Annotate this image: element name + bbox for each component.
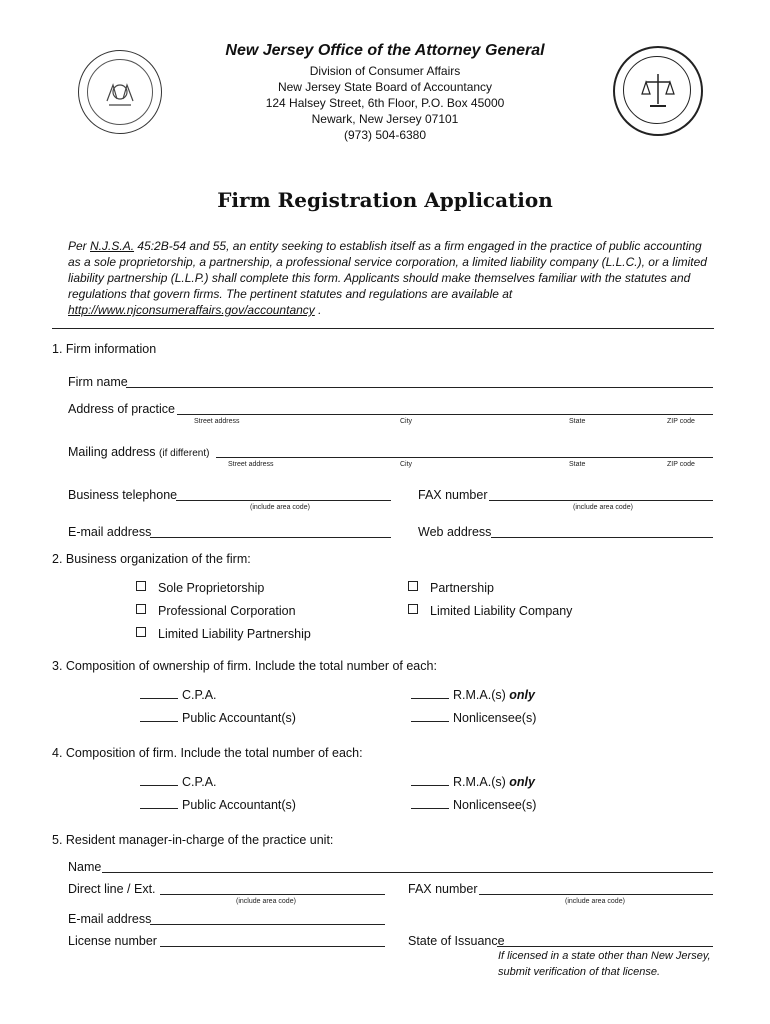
mailing-street-caption: Street address — [228, 461, 274, 468]
mailing-city-caption: City — [400, 461, 413, 468]
accountancy-link[interactable]: http://www.njconsumeraffairs.gov/accountancy — [68, 303, 315, 317]
email-label: E-mail address — [68, 525, 152, 539]
header-line-3: 124 Halsey Street, 6th Floor, P.O. Box 45000 — [265, 96, 505, 110]
checkbox-icon[interactable] — [408, 581, 418, 591]
option-llp[interactable]: Limited Liability Partnership — [136, 627, 311, 641]
section-3-title: 3. Composition of ownership of firm. Include the total number of each: — [52, 659, 437, 673]
mailing-state-caption: State — [569, 461, 586, 468]
statute-reference: N.J.S.A. — [90, 239, 135, 253]
section-2-title: 2. Business organization of the firm: — [52, 552, 251, 566]
option-partnership[interactable]: Partnership — [408, 581, 494, 595]
checkbox-icon[interactable] — [136, 627, 146, 637]
s3-nonlicensees: Nonlicensee(s) — [411, 711, 536, 725]
fax-field[interactable] — [489, 500, 713, 501]
address-city-caption: City — [400, 418, 413, 425]
address-label: Address of practice — [68, 402, 175, 416]
direct-line-field[interactable] — [160, 894, 385, 895]
document-title: Firm Registration Application — [217, 188, 553, 212]
s3-public-accountants: Public Accountant(s) — [140, 711, 296, 725]
mailing-field[interactable] — [216, 457, 713, 458]
firm-name-field[interactable] — [126, 387, 713, 388]
s4-pa-field[interactable] — [140, 798, 178, 809]
option-professional-corporation[interactable]: Professional Corporation — [136, 604, 296, 618]
mailing-zip-caption: ZIP code — [667, 461, 695, 468]
fax-label: FAX number — [418, 488, 488, 502]
s3-cpa-field[interactable] — [140, 688, 178, 699]
option-llc[interactable]: Limited Liability Company — [408, 604, 572, 618]
s4-nonlicensees: Nonlicensee(s) — [411, 798, 536, 812]
state-of-issuance-field[interactable] — [497, 946, 713, 947]
section-1-title: 1. Firm information — [52, 342, 157, 356]
section-5-title: 5. Resident manager-in-charge of the practice unit: — [52, 833, 334, 847]
manager-fax-field[interactable] — [479, 894, 713, 895]
s3-pa-field[interactable] — [140, 711, 178, 722]
telephone-caption: (include area code) — [250, 504, 310, 511]
s4-public-accountants: Public Accountant(s) — [140, 798, 296, 812]
checkbox-icon[interactable] — [136, 604, 146, 614]
option-sole-proprietorship[interactable]: Sole Proprietorship — [136, 581, 264, 595]
firm-name-label: Firm name — [68, 375, 128, 389]
header-line-4: Newark, New Jersey 07101 — [311, 112, 459, 126]
email-field[interactable] — [150, 537, 391, 538]
direct-line-label: Direct line / Ext. — [68, 882, 156, 896]
intro-paragraph: Per N.J.S.A. 45:2B-54 and 55, an entity seeking to establish itself as a firm engaged in the practice of public accounting as a sole proprietorship, a partnership, a professional service corporation, a limited liability company (L.L.C.), or a limited liability partnership (L.L.P.) shall complete this form. Applicants should make themselves familiar with the statutes and regulations that govern firms. The pertinent statutes and regulations are available at http://www.njconsumeraffairs.gov/accountancy . — [68, 239, 707, 317]
address-state-caption: State — [569, 418, 586, 425]
web-field[interactable] — [491, 537, 713, 538]
s3-nonlicensee-field[interactable] — [411, 711, 449, 722]
license-number-label: License number — [68, 934, 157, 948]
checkbox-icon[interactable] — [408, 604, 418, 614]
web-label: Web address — [418, 525, 492, 539]
address-field[interactable] — [177, 414, 713, 415]
address-street-caption: Street address — [194, 418, 240, 425]
manager-name-label: Name — [68, 860, 102, 874]
mailing-label: Mailing address (if different) — [68, 445, 210, 459]
telephone-label: Business telephone — [68, 488, 178, 502]
s4-rma-field[interactable] — [411, 775, 449, 786]
s4-cpa-field[interactable] — [140, 775, 178, 786]
direct-line-caption: (include area code) — [236, 898, 296, 905]
state-of-issuance-label: State of Issuance — [408, 934, 505, 948]
license-note-line-1: If licensed in a state other than New Jersey, — [498, 950, 711, 962]
intro-divider — [52, 328, 714, 329]
s3-rma: R.M.A.(s) only — [411, 688, 535, 702]
manager-fax-label: FAX number — [408, 882, 478, 896]
s3-rma-field[interactable] — [411, 688, 449, 699]
manager-name-field[interactable] — [102, 872, 713, 873]
manager-email-label: E-mail address — [68, 912, 152, 926]
license-number-field[interactable] — [160, 946, 385, 947]
manager-email-field[interactable] — [150, 924, 385, 925]
header-line-5: (973) 504-6380 — [343, 128, 427, 142]
header-title: New Jersey Office of the Attorney General — [225, 42, 545, 59]
s4-nonlicensee-field[interactable] — [411, 798, 449, 809]
fax-caption: (include area code) — [573, 504, 633, 511]
header-line-1: Division of Consumer Affairs — [309, 64, 461, 78]
license-note-line-2: submit verification of that license. — [498, 966, 661, 978]
telephone-field[interactable] — [176, 500, 391, 501]
manager-fax-caption: (include area code) — [565, 898, 625, 905]
address-zip-caption: ZIP code — [667, 418, 695, 425]
checkbox-icon[interactable] — [136, 581, 146, 591]
section-4-title: 4. Composition of firm. Include the total number of each: — [52, 746, 363, 760]
s4-rma: R.M.A.(s) only — [411, 775, 535, 789]
s4-cpa: C.P.A. — [140, 775, 217, 789]
s3-cpa: C.P.A. — [140, 688, 217, 702]
header-line-2: New Jersey State Board of Accountancy — [277, 80, 493, 94]
